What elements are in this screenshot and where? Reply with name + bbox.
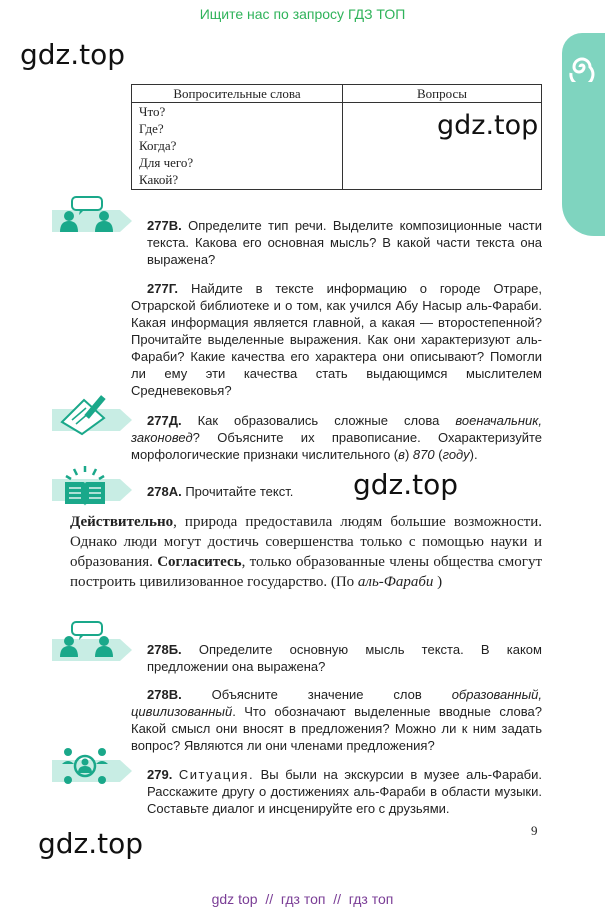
task-number: 277Д. xyxy=(147,413,182,428)
writing-icon xyxy=(60,392,112,436)
watermark: gdz.top xyxy=(353,468,459,501)
task-277g xyxy=(131,280,542,399)
highlighted-word: Действительно xyxy=(70,514,174,530)
watermark: gdz.top xyxy=(437,110,539,141)
task-text: Как образовались сложные слова xyxy=(197,413,440,428)
swirl-icon xyxy=(567,52,597,82)
footer-links[interactable]: gdz top // гдз топ // гдз топ xyxy=(211,891,394,907)
task-italic: 870 xyxy=(412,447,435,462)
task-text: Определите тип речи. Выделите композиционные части текста. Какова его основная мысль? В какой части текста она выражена? xyxy=(147,218,542,267)
list-item: Какой? xyxy=(139,172,179,187)
reading-sentence: , природа предоставила людям большие возможности. Однако люди могут достичь совершенства только с помощью науки и образования. xyxy=(70,514,542,570)
list-item: Для чего? xyxy=(139,155,194,170)
book-icon xyxy=(62,464,108,508)
task-number: 278Б. xyxy=(147,642,182,657)
task-277v xyxy=(147,217,542,268)
watermark: gdz.top xyxy=(20,38,126,71)
task-text: ). xyxy=(469,447,478,462)
list-item: Где? xyxy=(139,121,164,136)
task-278a xyxy=(147,483,347,500)
task-text: Прочитайте текст. xyxy=(185,484,294,499)
top-banner[interactable]: Ищите нас по запросу ГДЗ ТОП xyxy=(199,6,406,22)
page-number: 9 xyxy=(531,823,538,838)
table-header-words: Вопросительные слова xyxy=(132,85,343,103)
task-italic: году xyxy=(442,447,470,462)
reading-sentence: ) xyxy=(437,574,443,590)
table-cell-questions xyxy=(343,103,542,190)
task-italic: военачальник, законовед xyxy=(131,413,542,445)
watermark: gdz.top xyxy=(38,827,144,860)
task-text: . Что обозначают выделенные вводные слова? Какой смысл они вносят в предложения? Можно ли к ним задать вопрос? Являются ли они членами предложения? xyxy=(131,704,542,753)
reading-sentence: , только образованные члены общества смогут построить цивилизованное государство. (По xyxy=(70,554,542,590)
task-text: Объясните значение слов xyxy=(211,687,422,702)
dialogue-icon xyxy=(58,621,118,661)
task-number: 279. xyxy=(147,767,173,782)
task-text: ? Объясните их правописание. Охарактеризуйте морфологические признаки числительного ( xyxy=(131,430,542,462)
task-text: ( xyxy=(434,447,443,462)
group-icon xyxy=(62,744,108,788)
question-table xyxy=(131,84,542,190)
task-278b xyxy=(147,641,542,675)
task-279 xyxy=(147,766,542,817)
task-278v xyxy=(131,686,542,754)
task-italic: в xyxy=(398,447,405,462)
task-text: Вы были на экскурсии в музее аль-Фараби. Расскажите другу о достижениях аль-Фараби в области музыки. Составьте диалог и инсценируйте его с друзьями. xyxy=(147,767,542,816)
task-label: Ситуация. xyxy=(178,767,255,782)
task-number: 278А. xyxy=(147,484,182,499)
list-item: Что? xyxy=(139,104,166,119)
task-text: Определите основную мысль текста. В каком предложении она выражена? xyxy=(147,642,542,674)
table-header-questions: Вопросы xyxy=(343,85,542,103)
task-number: 277В. xyxy=(147,218,182,233)
reading-text xyxy=(70,512,542,592)
dialogue-icon xyxy=(58,196,118,236)
list-item: Когда? xyxy=(139,138,177,153)
task-text: Найдите в тексте информацию о городе Отраре, Отрарской библиотеке и о том, как учился Абу Насыр аль-Фараби. Какая информация является главной, а какая — второстепенной? Прочитайте выделенные выражения. Как они характеризуют аль-Фараби? Какие качества его характера они описывают? Помогли ли ему эти качества стать выдающимся мыслителем Средневековья? xyxy=(131,281,542,398)
task-text: ) xyxy=(404,447,413,462)
table-cell-words xyxy=(132,103,343,190)
author-name: аль-Фараби xyxy=(357,574,434,590)
highlighted-word: Согласитесь xyxy=(157,554,242,570)
task-number: 277Г. xyxy=(147,281,179,296)
task-277d xyxy=(131,412,542,463)
task-italic: образованный, цивилизованный xyxy=(131,687,542,719)
task-number: 278В. xyxy=(147,687,182,702)
